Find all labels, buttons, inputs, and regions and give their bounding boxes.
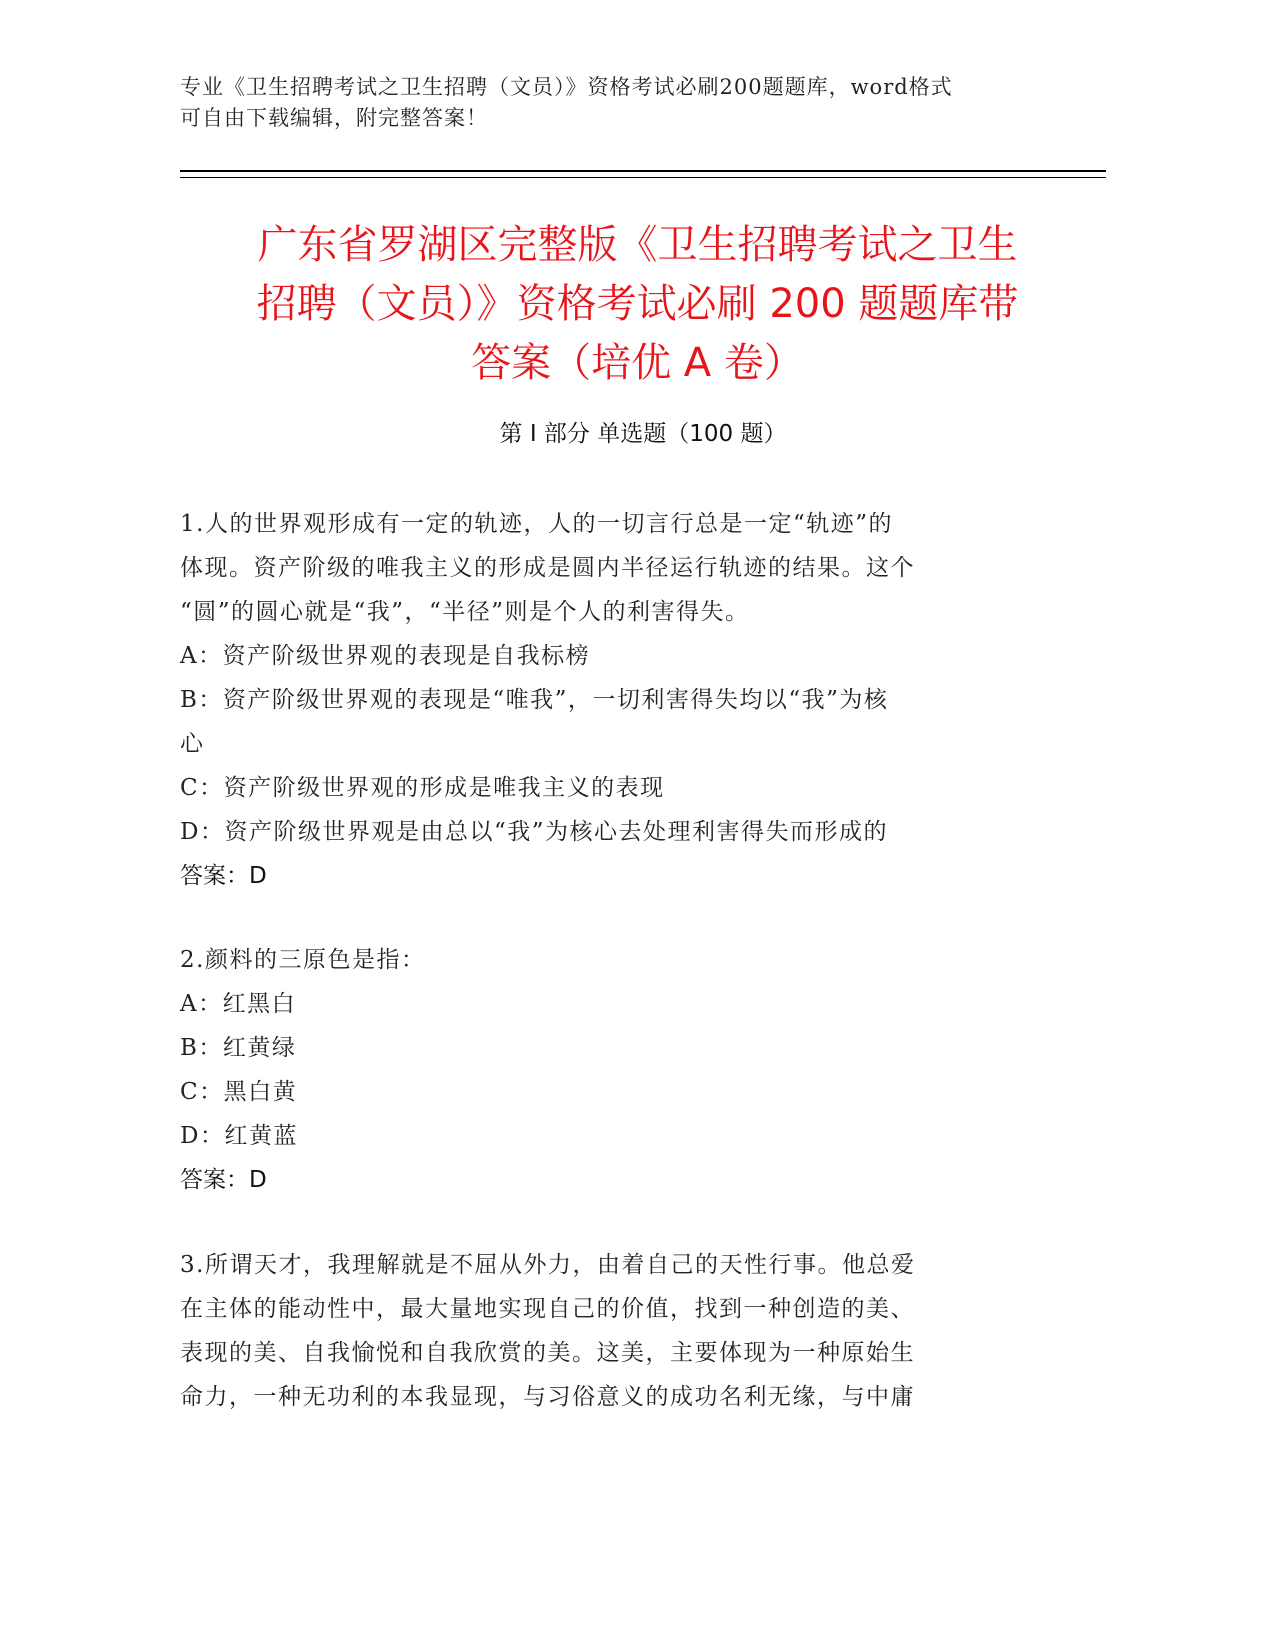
header-divider-thin bbox=[180, 177, 1106, 178]
option-d: D：资产阶级世界观是由总以“我”为核心去处理利害得失而形成的 bbox=[180, 819, 888, 845]
title-line: 招聘（文员）》资格考试必刷 200 题题库带 bbox=[256, 281, 1019, 327]
question-text-line: 表现的美、自我愉悦和自我欣赏的美。这美，主要体现为一种原始生 bbox=[180, 1340, 915, 1366]
question-text-line: “圆”的圆心就是“我”，“半径”则是个人的利害得失。 bbox=[180, 599, 750, 625]
header-note bbox=[180, 72, 1030, 134]
option-b-continued: 心 bbox=[180, 731, 205, 757]
question-2 bbox=[180, 938, 1050, 1202]
question-text-line: 体现。资产阶级的唯我主义的形成是圆内半径运行轨迹的结果。这个 bbox=[180, 555, 915, 581]
option-a: A：红黑白 bbox=[180, 991, 297, 1017]
document-title bbox=[160, 216, 1115, 393]
question-text-line: 2.颜料的三原色是指： bbox=[180, 947, 426, 973]
header-note-line: 可自由下载编辑，附完整答案！ bbox=[180, 106, 488, 130]
option-b: B：资产阶级世界观的表现是“唯我”，一切利害得失均以“我”为核 bbox=[180, 687, 889, 713]
question-3 bbox=[180, 1243, 1050, 1419]
question-text-line: 命力，一种无功利的本我显现，与习俗意义的成功名利无缘，与中庸 bbox=[180, 1384, 915, 1410]
option-d: D：红黄蓝 bbox=[180, 1123, 298, 1149]
option-c: C：黑白黄 bbox=[180, 1079, 298, 1105]
header-divider-thick bbox=[180, 170, 1106, 172]
question-text-line: 在主体的能动性中，最大量地实现自己的价值，找到一种创造的美、 bbox=[180, 1296, 915, 1322]
option-b: B：红黄绿 bbox=[180, 1035, 297, 1061]
answer: 答案：D bbox=[180, 863, 267, 889]
title-line: 答案（培优 A 卷） bbox=[471, 340, 804, 386]
question-1 bbox=[180, 502, 1050, 898]
section-heading: 第 I 部分 单选题（100 题） bbox=[499, 421, 787, 447]
option-a: A：资产阶级世界观的表现是自我标榜 bbox=[180, 643, 591, 669]
answer: 答案：D bbox=[180, 1167, 267, 1193]
question-text-line: 3.所谓天才，我理解就是不屈从外力，由着自己的天性行事。他总爱 bbox=[180, 1252, 916, 1278]
question-text-line: 1.人的世界观形成有一定的轨迹，人的一切言行总是一定“轨迹”的 bbox=[180, 511, 893, 537]
header-note-line: 专业《卫生招聘考试之卫生招聘（文员）》资格考试必刷200题题库，word格式 bbox=[180, 75, 953, 99]
option-c: C：资产阶级世界观的形成是唯我主义的表现 bbox=[180, 775, 665, 801]
title-line: 广东省罗湖区完整版《卫生招聘考试之卫生 bbox=[257, 222, 1018, 268]
